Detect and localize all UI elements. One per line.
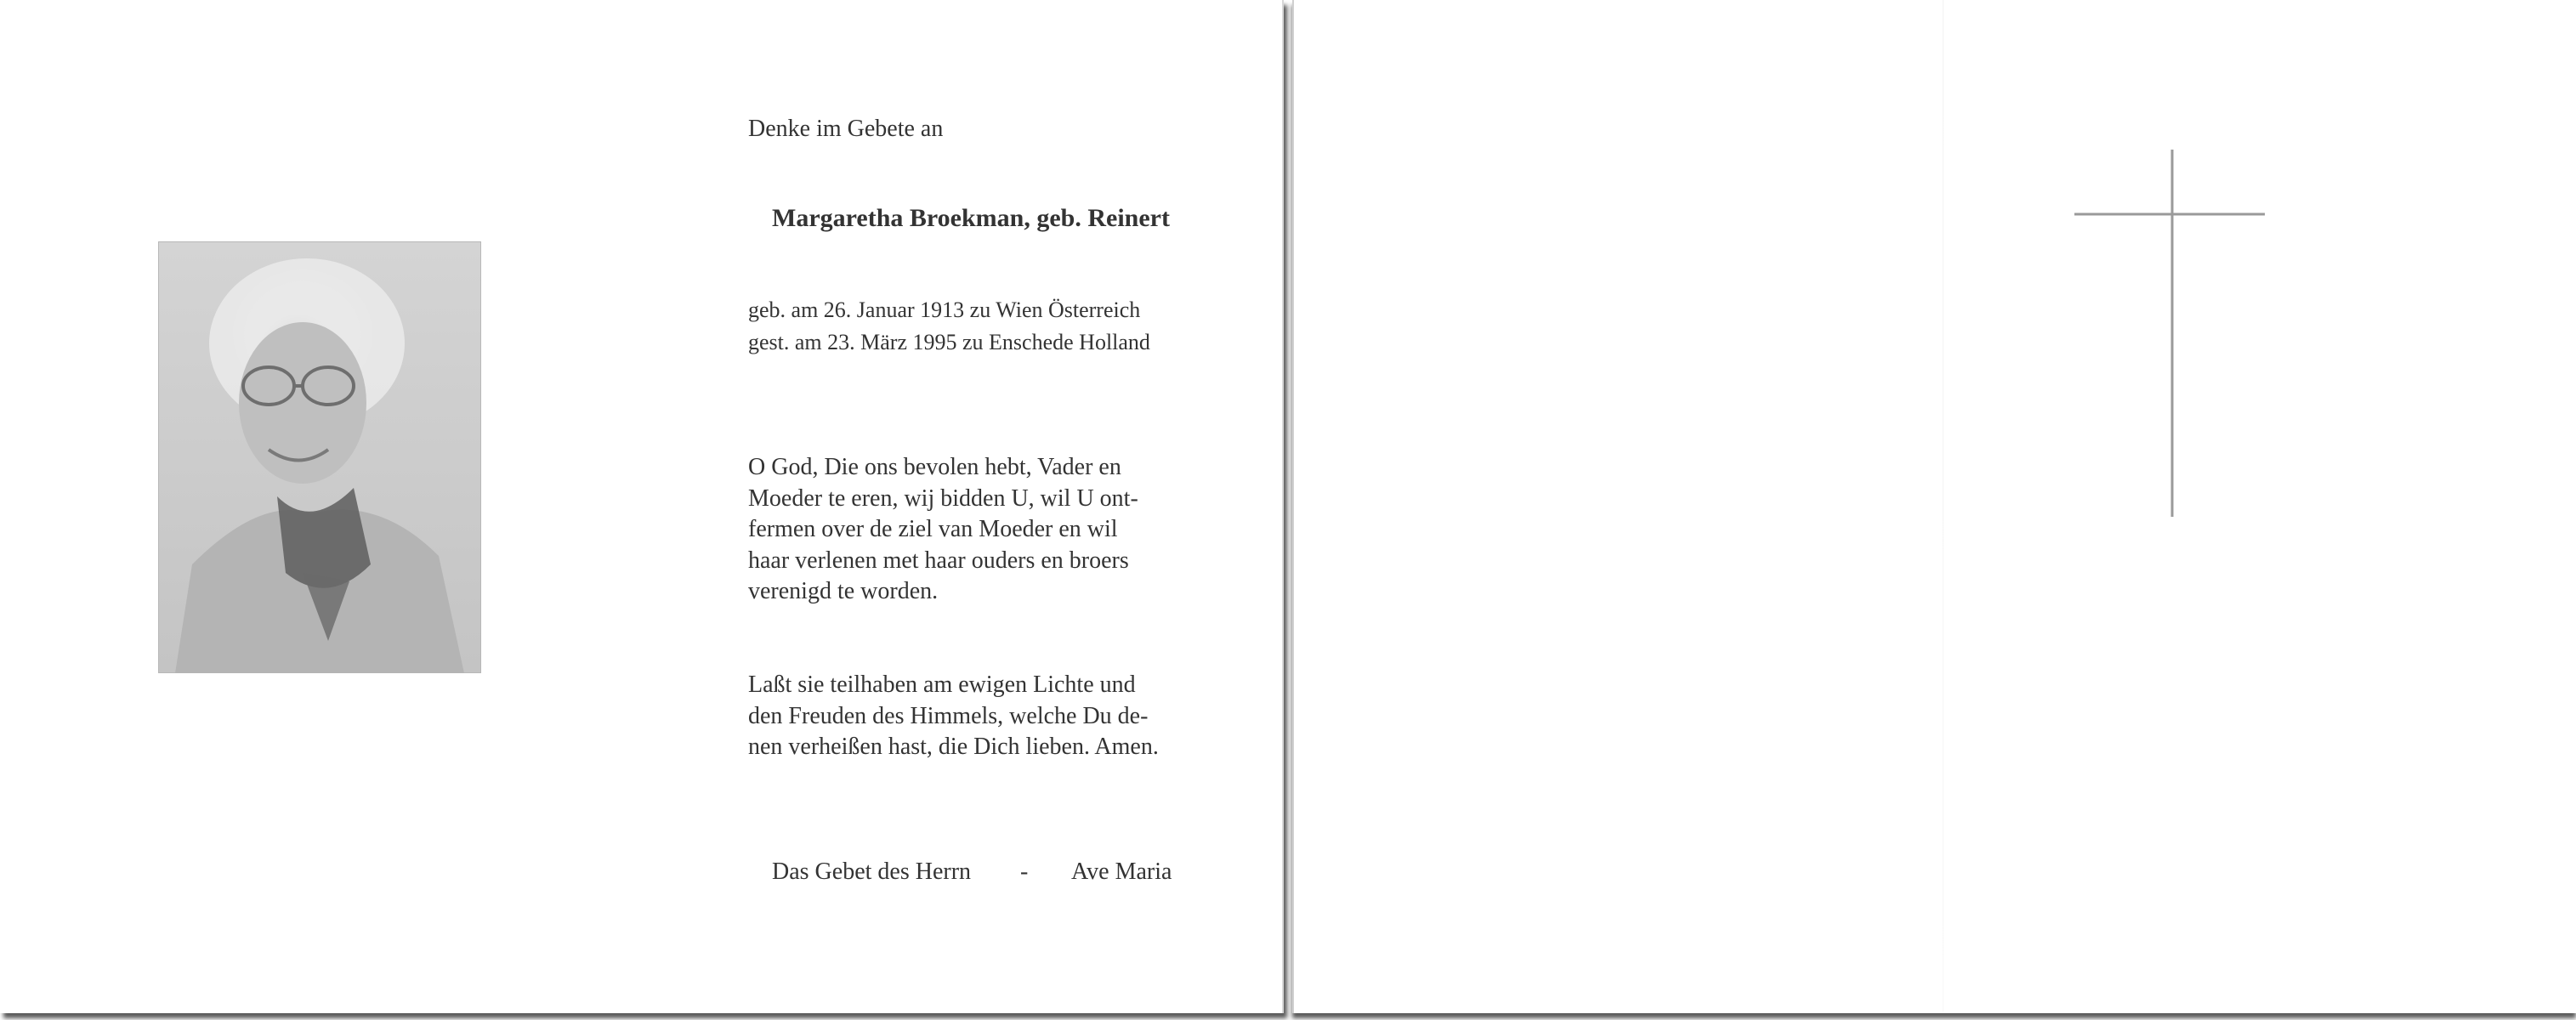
portrait-illustration <box>158 241 481 673</box>
blessing-paragraph <box>748 670 1159 763</box>
prayer-paragraph <box>748 452 1138 608</box>
footer-separator: - <box>1020 858 1029 885</box>
portrait-photo <box>158 241 481 673</box>
blessing-line: nen verheißen hast, die Dich lieben. Amen. <box>748 734 1159 760</box>
prayer-line: Moeder te eren, wij bidden U, wil U ont- <box>748 484 1138 512</box>
deceased-name: Margaretha Broekman, geb. Reinert <box>772 204 1170 232</box>
blessing-line: Laßt sie teilhaben am ewigen Lichte und <box>748 672 1136 698</box>
card-outer-panel <box>1292 0 2576 1013</box>
card-inner-panel <box>0 0 1284 1013</box>
intro-line: Denke im Gebete an <box>748 116 944 142</box>
life-dates <box>748 294 1150 359</box>
cross-icon <box>2074 150 2265 517</box>
prayer-line: haar verlenen met haar ouders en broers <box>748 547 1129 574</box>
blessing-line: den Freuden des Himmels, welche Du de- <box>748 702 1149 729</box>
death-line: gest. am 23. März 1995 zu Enschede Holland <box>748 330 1150 354</box>
footer-lords-prayer: Das Gebet des Herrn <box>772 858 972 885</box>
footer-ave-maria: Ave Maria <box>1071 858 1172 885</box>
prayer-line: verenigd te worden. <box>748 578 939 604</box>
prayer-line: fermen over de ziel van Moeder en wil <box>748 516 1118 542</box>
birth-line: geb. am 26. Januar 1913 zu Wien Österreich <box>748 298 1141 322</box>
prayer-line: O God, Die ons bevolen hebt, Vader en <box>748 454 1121 480</box>
